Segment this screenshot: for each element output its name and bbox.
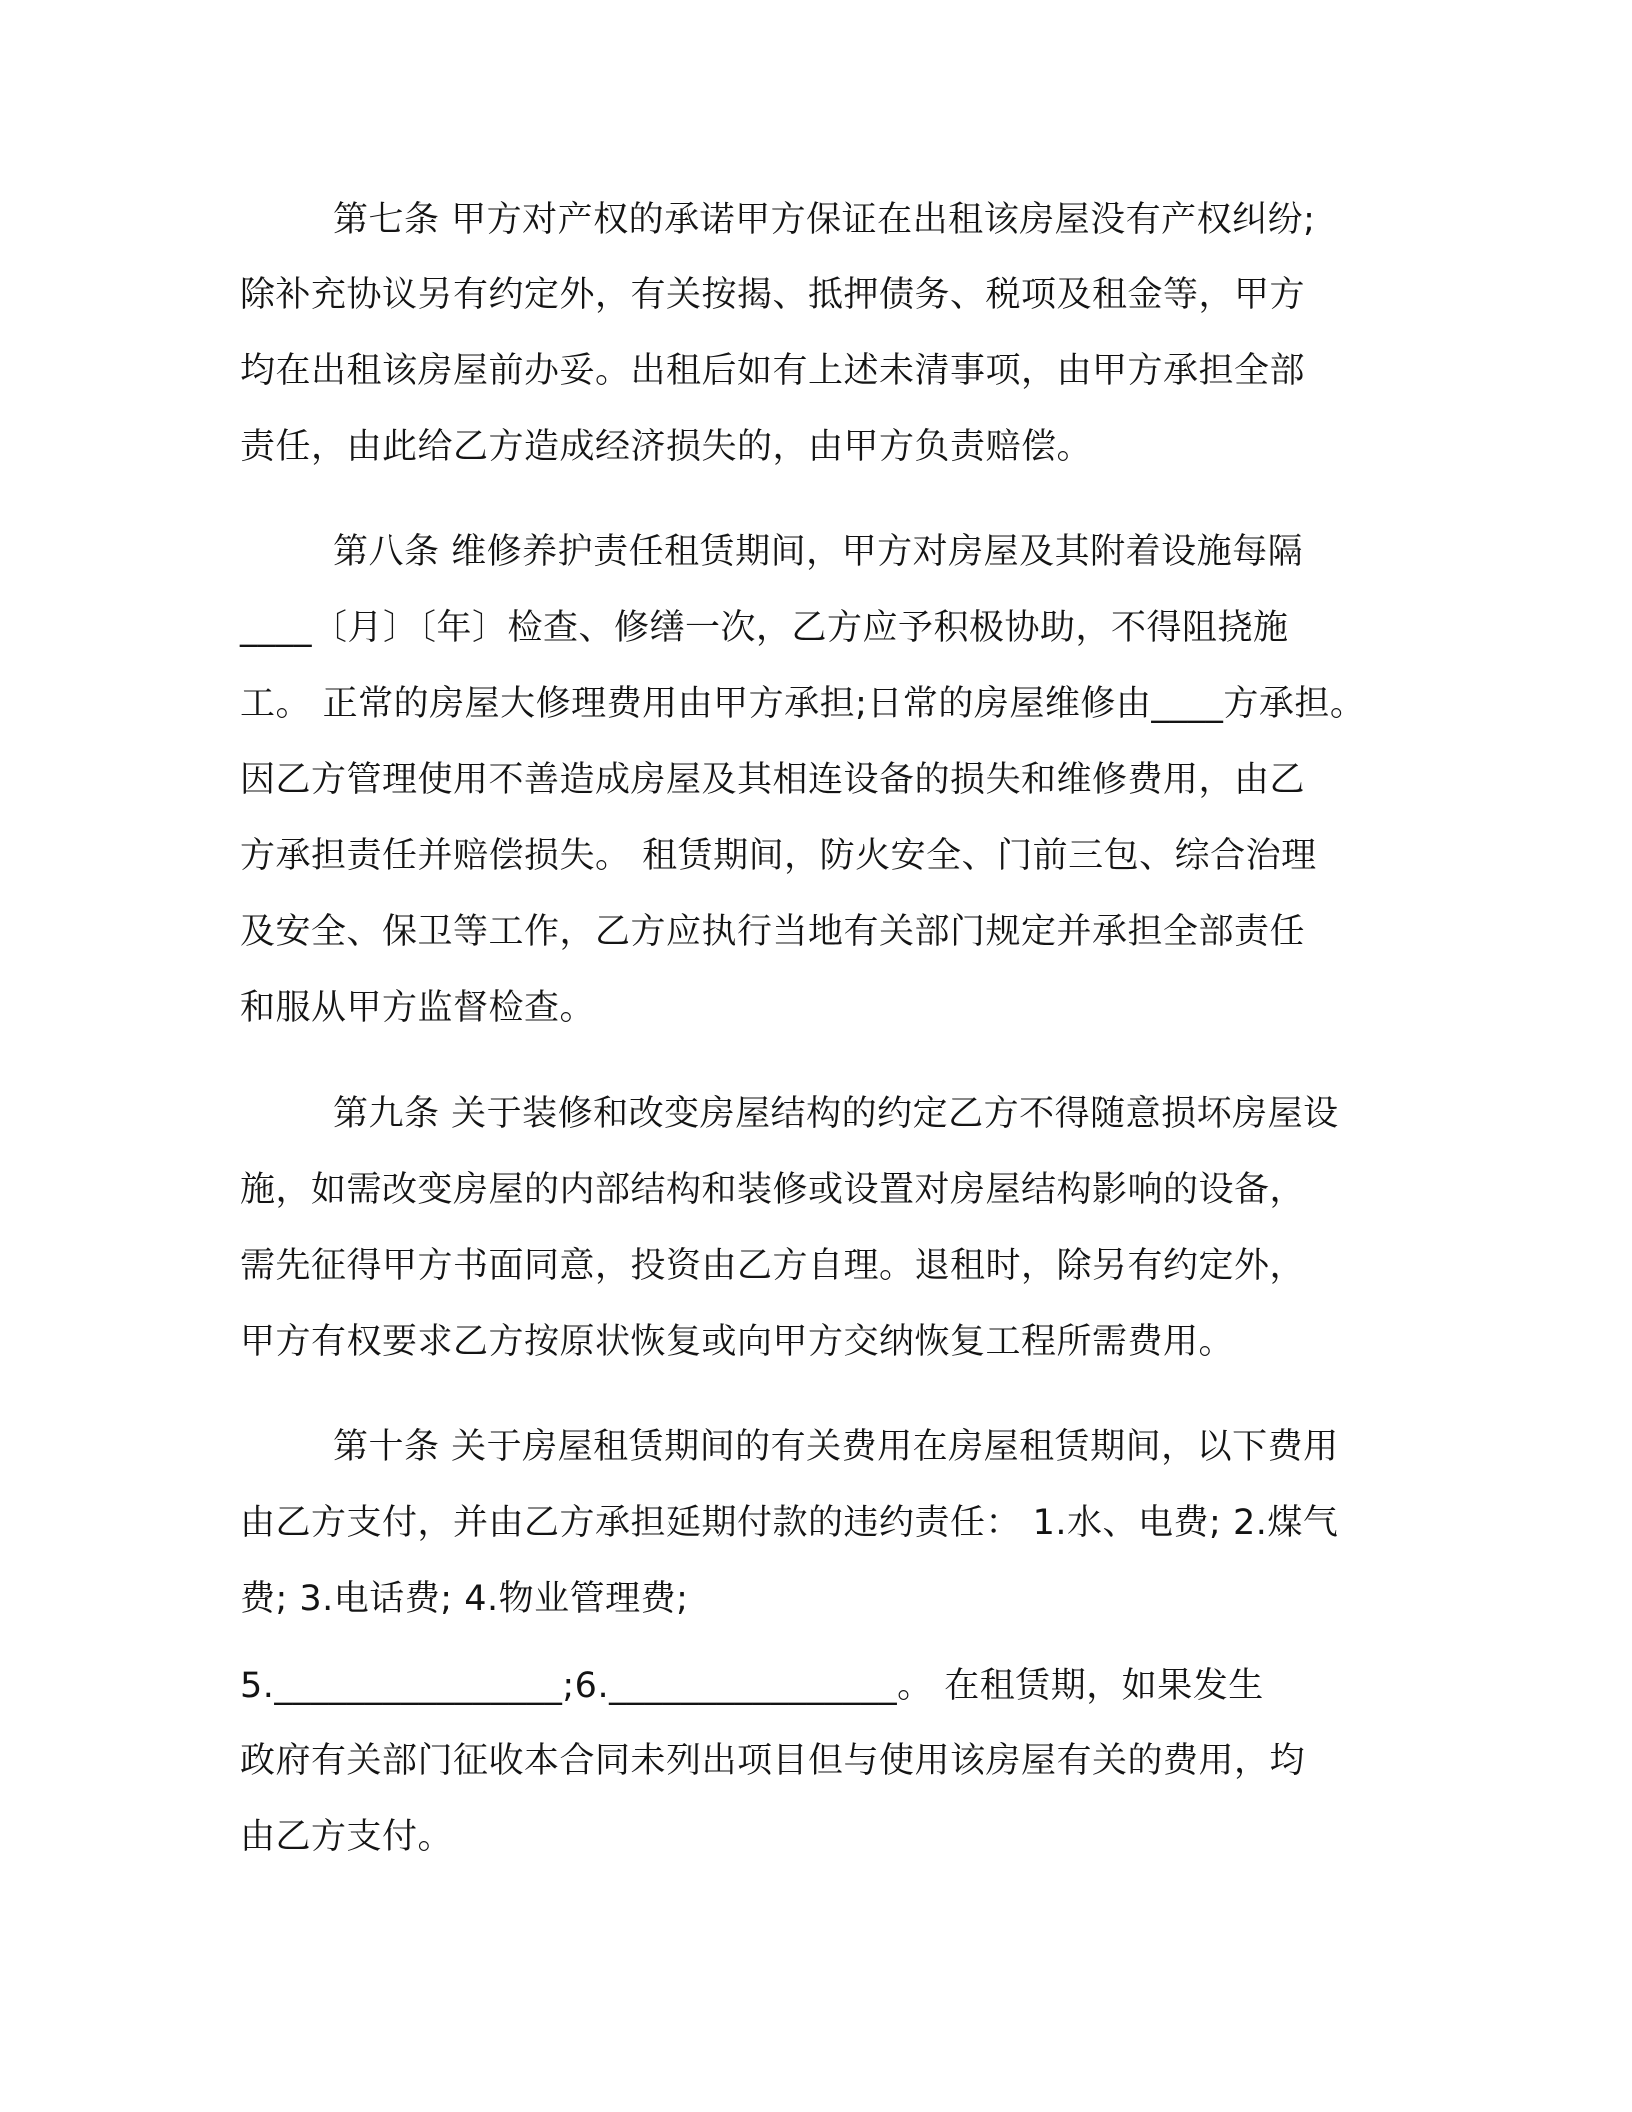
article-10-line-6: 由乙方支付。 bbox=[240, 1817, 454, 1857]
article-8-line-6: 及安全、保卫等工作，乙方应执行当地有关部门规定并承担全部责任 bbox=[240, 912, 1306, 952]
article-8-line-1: 第八条 维修养护责任租赁期间，甲方对房屋及其附着设施每隔 bbox=[333, 532, 1304, 572]
article-7-line-3: 均在出租该房屋前办妥。出租后如有上述未清事项，由甲方承担全部 bbox=[240, 351, 1306, 391]
article-10-line-3: 费; 3.电话费; 4.物业管理费; bbox=[240, 1579, 689, 1619]
article-10-line-2: 由乙方支付，并由乙方承担延期付款的违约责任： 1.水、电费; 2.煤气 bbox=[240, 1503, 1339, 1543]
article-10-line-5: 政府有关部门征收本合同未列出项目但与使用该房屋有关的费用，均 bbox=[240, 1741, 1306, 1781]
article-8-line-4: 因乙方管理使用不善造成房屋及其相连设备的损失和维修费用，由乙 bbox=[240, 760, 1306, 800]
article-8-line-3: 工。 正常的房屋大修理费用由甲方承担;日常的房屋维修由____方承担。 bbox=[240, 684, 1366, 724]
article-9-line-4: 甲方有权要求乙方按原状恢复或向甲方交纳恢复工程所需费用。 bbox=[240, 1322, 1235, 1362]
article-7-line-4: 责任，由此给乙方造成经济损失的，由甲方负责赔偿。 bbox=[240, 427, 1093, 467]
article-9-line-1: 第九条 关于装修和改变房屋结构的约定乙方不得随意损坏房屋设 bbox=[333, 1094, 1339, 1134]
article-9-line-2: 施，如需改变房屋的内部结构和装修或设置对房屋结构影响的设备， bbox=[240, 1170, 1306, 1210]
article-7-line-1: 第七条 甲方对产权的承诺甲方保证在出租该房屋没有产权纠纷; bbox=[333, 200, 1316, 240]
article-7-line-2: 除补充协议另有约定外，有关按揭、抵押债务、税项及租金等，甲方 bbox=[240, 275, 1306, 315]
article-10-line-1: 第十条 关于房屋租赁期间的有关费用在房屋租赁期间，以下费用 bbox=[333, 1427, 1339, 1467]
article-8-line-2: ____〔月〕〔年〕检查、修缮一次，乙方应予积极协助，不得阻挠施 bbox=[240, 608, 1289, 648]
article-9-line-3: 需先征得甲方书面同意，投资由乙方自理。退租时，除另有约定外， bbox=[240, 1246, 1306, 1286]
article-10-line-4: 5.________________;6.________________。 在租赁期，如果发生 bbox=[240, 1666, 1264, 1706]
article-8-line-7: 和服从甲方监督检查。 bbox=[240, 988, 596, 1028]
article-8-line-5: 方承担责任并赔偿损失。 租赁期间，防火安全、门前三包、综合治理 bbox=[240, 836, 1317, 876]
